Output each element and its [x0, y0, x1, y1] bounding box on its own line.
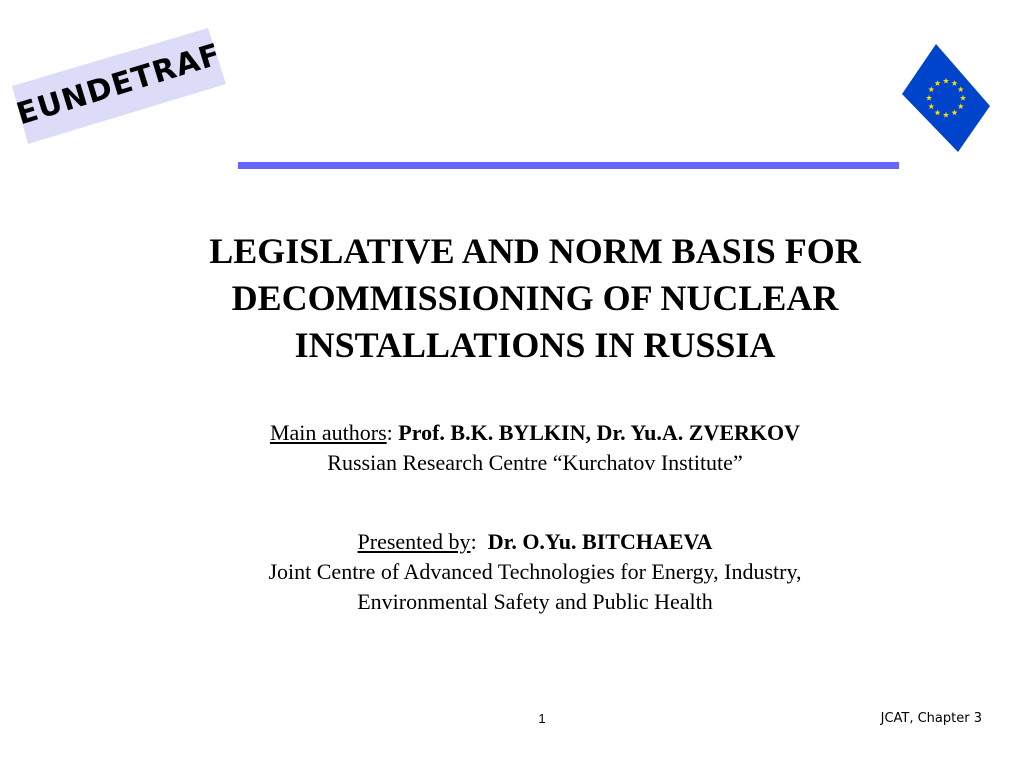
presenter-affiliation: Environmental Safety and Public Health: [357, 589, 713, 614]
flag-background: [902, 44, 990, 152]
authors-names: Prof. B.K. BYLKIN, Dr. Yu.A. ZVERKOV: [398, 420, 801, 445]
presenter-affiliation: Joint Centre of Advanced Technologies for Energy, Industry,: [268, 559, 802, 584]
eu-flag: [900, 44, 992, 154]
title-line: INSTALLATIONS IN RUSSIA: [294, 325, 776, 365]
authors-affiliation: Russian Research Centre “Kurchatov Institute”: [327, 450, 743, 475]
slide-number: 1: [538, 711, 546, 726]
authors-separator: :: [386, 420, 399, 445]
presenter-separator: :: [470, 529, 488, 554]
logo-text: EUNDETRAF: [12, 36, 226, 133]
authors-label: Main authors: [269, 420, 387, 445]
eundetraf-logo: [8, 28, 228, 148]
title-line: LEGISLATIVE AND NORM BASIS FOR: [209, 231, 861, 271]
eu-flag-graphic: [900, 44, 992, 154]
title-line: DECOMMISSIONING OF NUCLEAR: [231, 278, 839, 318]
slide-title: [120, 228, 950, 369]
presenter-name: Dr. O.Yu. BITCHAEVA: [487, 529, 713, 554]
presenter-block: [120, 527, 950, 617]
horizontal-rule: [238, 162, 899, 169]
eundetraf-logo-graphic: [8, 28, 228, 148]
presenter-label: Presented by: [357, 529, 471, 554]
authors-block: [120, 418, 950, 478]
footer-label: JCAT, Chapter 3: [880, 711, 982, 726]
presenter-line: [120, 527, 950, 557]
authors-line: [120, 418, 950, 448]
